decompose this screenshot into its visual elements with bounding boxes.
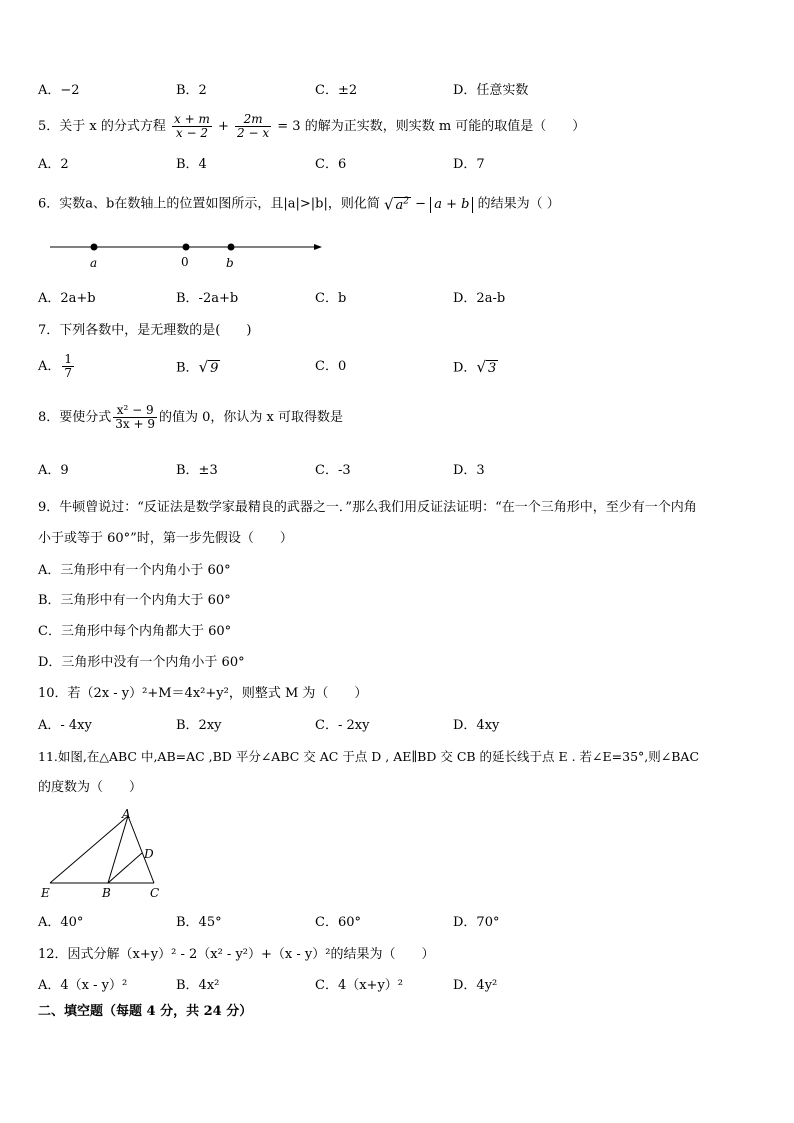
q8-fraction bbox=[113, 404, 157, 431]
question-9-line-1: 9．牛顿曾说过：“反证法是数学家最精良的武器之一．”那么我们用反证法证明：“在一个三角形中，至少有一个内角 bbox=[38, 500, 697, 515]
point-a bbox=[91, 244, 98, 251]
option-c: C．b bbox=[315, 291, 347, 306]
q6-absolute: a + b bbox=[430, 197, 473, 213]
q8-suffix: 的值为 0，你认为 x 可取得数是 bbox=[159, 410, 344, 425]
number-line-arrow bbox=[314, 244, 322, 250]
q6-radical: √ $a^2$ bbox=[383, 195, 410, 214]
segment-EA bbox=[50, 816, 128, 883]
option-a-denominator: 7 bbox=[64, 366, 73, 380]
label-E: E bbox=[41, 886, 50, 900]
option-d: D．3 bbox=[453, 463, 485, 478]
option-c: C．4（x+y）² bbox=[315, 978, 403, 993]
option-b: B．4 bbox=[176, 157, 207, 172]
q5-suffix: 的解为正实数，则实数 m 可能的取值是（ ） bbox=[304, 119, 586, 134]
label-A: A bbox=[122, 807, 131, 821]
option-b: B．4x² bbox=[176, 978, 220, 993]
point-0 bbox=[183, 244, 190, 251]
q8-numerator: x² − 9 bbox=[113, 404, 157, 418]
q8-denominator: 3x + 9 bbox=[115, 417, 156, 431]
label-b: b bbox=[226, 256, 234, 270]
question-12: 12．因式分解（x+y）² - 2（x² - y²）+（x - y）²的结果为（ ） bbox=[38, 947, 435, 962]
question-5 bbox=[38, 112, 585, 142]
option-a: A．- 4xy bbox=[38, 718, 92, 733]
option-d bbox=[453, 358, 498, 378]
q5-prefix: 5．关于 x 的分式方程 bbox=[38, 119, 166, 134]
option-b bbox=[176, 358, 220, 378]
option-b-radical: √ 9 bbox=[198, 358, 219, 376]
option-d: D．2a-b bbox=[453, 291, 506, 306]
label-0: 0 bbox=[181, 255, 189, 269]
question-8 bbox=[38, 402, 343, 434]
option-d: D．任意实数 bbox=[453, 83, 529, 98]
option-b-radicand: 9 bbox=[210, 361, 219, 376]
q6-radicand: a bbox=[395, 198, 404, 214]
segment-BD bbox=[108, 853, 142, 883]
option-a bbox=[38, 349, 76, 385]
question-6 bbox=[38, 190, 560, 218]
label-a: a bbox=[90, 256, 98, 270]
q5-fraction-1 bbox=[172, 113, 212, 140]
option-b: B．45° bbox=[176, 915, 222, 930]
q6-suffix: 的结果为（ ） bbox=[477, 196, 560, 212]
question-11-line-2: 的度数为（ ） bbox=[38, 780, 143, 795]
option-d-radical: √ 3 bbox=[476, 358, 497, 376]
number-line-figure bbox=[40, 236, 330, 272]
option-b: B．2 bbox=[176, 83, 207, 98]
option-a: A．2 bbox=[38, 157, 69, 172]
option-c: C．- 2xy bbox=[315, 718, 370, 733]
question-11-line-1: 11.如图,在△ABC 中,AB=AC ,BD 平分∠ABC 交 AC 于点 D , AE∥BD 交 CB 的延长线于点 E . 若∠E=35°,则∠BAC bbox=[38, 749, 700, 764]
option-a: A．2a+b bbox=[38, 291, 96, 306]
option-c: C．-3 bbox=[315, 463, 351, 478]
option-c: C．6 bbox=[315, 157, 347, 172]
label-D: D bbox=[144, 847, 154, 861]
option-a-label: A． bbox=[38, 359, 61, 374]
option-a-numerator: 1 bbox=[64, 352, 73, 366]
option-a: A．4（x - y）² bbox=[38, 978, 128, 993]
option-d: D．70° bbox=[453, 915, 500, 930]
segment-AB bbox=[108, 816, 128, 883]
option-a: A．−2 bbox=[38, 83, 80, 98]
section-title: 二、填空题（每题 4 分，共 24 分） bbox=[38, 1004, 253, 1019]
option-a: A．三角形中有一个内角小于 60° bbox=[38, 563, 231, 578]
q5-equals: = 3 bbox=[277, 119, 301, 134]
option-d: D．三角形中没有一个内角小于 60° bbox=[38, 655, 245, 670]
triangle-figure bbox=[36, 806, 176, 902]
option-d-label: D． bbox=[453, 360, 477, 376]
q6-prefix: 6．实数a、b在数轴上的位置如图所示，且|a|>|b|，则化简 bbox=[38, 196, 380, 212]
option-d: D．4xy bbox=[453, 718, 500, 733]
option-d: D．7 bbox=[453, 157, 485, 172]
q6-exponent: 2 bbox=[403, 197, 410, 207]
q5-frac1-numerator: x + m bbox=[174, 112, 210, 126]
question-10: 10．若（2x - y）²+M＝4x²+y²，则整式 M 为（ ） bbox=[38, 686, 368, 701]
q5-plus: + bbox=[218, 119, 229, 134]
option-d-radicand: 3 bbox=[488, 361, 497, 376]
option-b: B．三角形中有一个内角大于 60° bbox=[38, 593, 231, 608]
q5-frac2-numerator: 2m bbox=[235, 113, 271, 127]
option-b: B．-2a+b bbox=[176, 291, 239, 306]
label-B: B bbox=[102, 886, 111, 900]
option-a: A．40° bbox=[38, 915, 84, 930]
option-b: B．2xy bbox=[176, 718, 222, 733]
question-9-line-2: 小于或等于 60°”时，第一步先假设（ ） bbox=[38, 531, 293, 546]
option-a-fraction bbox=[62, 353, 74, 380]
option-a: A．9 bbox=[38, 463, 69, 478]
q8-prefix: 8．要使分式 bbox=[38, 410, 112, 425]
question-7: 7．下列各数中，是无理数的是( ) bbox=[38, 323, 252, 338]
q5-frac2-denominator: 2 − x bbox=[237, 126, 270, 140]
option-c: C．三角形中每个内角都大于 60° bbox=[38, 624, 232, 639]
label-C: C bbox=[150, 886, 160, 900]
option-c: C．±2 bbox=[315, 83, 358, 98]
option-c: C．60° bbox=[315, 915, 361, 930]
q5-fraction-2 bbox=[235, 113, 271, 140]
option-b: B．±3 bbox=[176, 463, 218, 478]
option-b-label: B． bbox=[176, 360, 199, 376]
option-d: D．4y² bbox=[453, 978, 498, 993]
q6-minus: − bbox=[415, 196, 427, 212]
q5-frac1-denominator: x − 2 bbox=[175, 126, 208, 140]
point-b bbox=[228, 244, 235, 251]
option-c: C．0 bbox=[315, 359, 347, 374]
